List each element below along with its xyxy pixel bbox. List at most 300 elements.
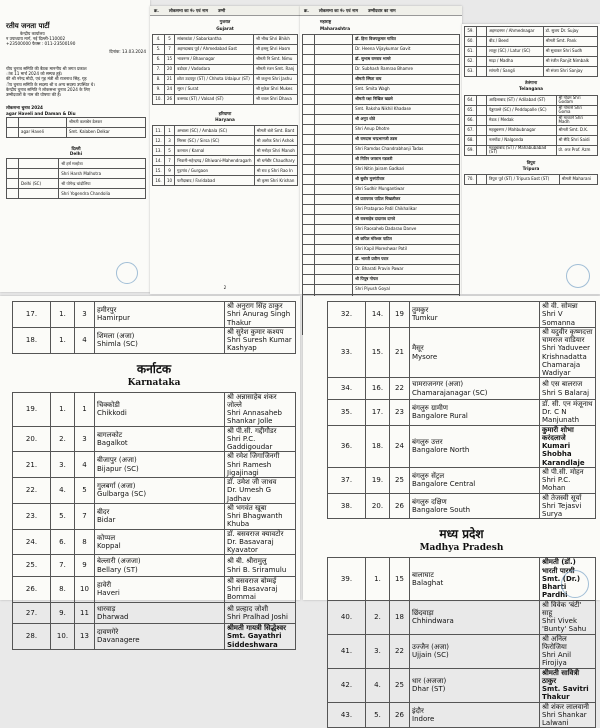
serial-number: 28. [13,624,51,650]
table-row [13,426,296,452]
state2-title-hi: त्रिपुरा [526,159,536,165]
constituency-cell [315,244,353,254]
constituency-number: 15 [390,558,410,600]
state-serial-number: 8. [51,576,75,602]
table-row [13,327,296,353]
serial-number: 24. [13,529,51,555]
constituency-cell [95,327,225,353]
serial-number: 20. [13,426,51,452]
candidate-cell: डॉ. भारती प्रवीण पवार [353,254,460,264]
serial-number: 7. [153,64,165,74]
table-row [303,244,460,254]
constituency-number: 11 [75,602,95,624]
constituency-en: Bellary (ST) [97,565,138,574]
candidate-table-dnhdd [6,117,146,138]
state-title-en: Delhi [69,151,83,156]
candidate-hi: श्रीमती गायत्री सिद्धेश्वर [227,624,286,632]
candidate-cell: श्री धर्मबीर Chaudhary [254,156,297,166]
constituency-cell [19,169,59,179]
constituency-cell [315,264,353,274]
state-serial-number: 1. [51,392,75,426]
constituency-cell [315,284,353,294]
letter-line: चीय चुनाव समिति की बैठक माननीय श्री जगत प्रकाश [6,65,87,71]
state-serial-number: 15. [366,327,390,378]
serial-number [7,169,19,179]
candidate-cell: श्री गोडम Shri Godam [556,95,597,105]
constituency-cell [410,668,540,702]
serial-number [7,159,19,169]
state-title-hi: गुजरात [219,19,231,25]
constituency-cell [315,34,353,44]
serial-number [303,74,315,84]
state-serial-number: 20. [366,493,390,519]
serial-number: 38. [328,493,366,519]
serial-number [303,164,315,174]
candidate-cell: Smt. Raksha Nikhil Khadase [353,104,460,114]
constituency-cell [315,64,353,74]
candidate-cell: श्री माधवने Shri Madh [556,115,597,125]
constituency-cell [315,164,353,174]
serial-number [303,284,315,294]
table-row [13,555,296,577]
constituency-cell [315,114,353,124]
candidate-table-telangana [464,95,598,156]
serial-number: 27. [13,602,51,624]
constituency-cell [315,104,353,114]
candidate-cell [225,302,296,328]
constituency-cell [315,134,353,144]
serial-number: 6. [153,54,165,64]
candidate-cell: श्री प्रतापराव पाटिल चिखलीकर [353,194,460,204]
constituency-en: Dharwad [97,612,129,621]
candidate-hi: श्री बी. श्रीरामुलु [227,557,267,566]
constituency-hi: गुलबर्गा (अजा) [97,482,136,491]
constituency-number [477,145,487,155]
candidate-cell: श्रीमती Smt. Pank [543,37,597,47]
candidate-en: Shri Shankar Lalwani [542,710,587,727]
table-row [328,467,596,493]
candidate-table-madhya-pradesh [327,557,596,728]
candidate-hi: श्री शंकर लालवानी [542,702,589,711]
candidate-cell: Shri Piyush Goyal [353,284,460,294]
table-row [303,114,460,124]
section-subtitle: agar Haveli and Daman & Diu [6,110,76,116]
constituency-number: 7 [165,156,175,166]
serial-number [303,254,315,264]
serial-number: 41. [328,634,366,668]
constituency-number: 1 [165,126,175,136]
constituency-number: 15 [165,54,175,64]
state-serial-number: 1. [366,558,390,600]
candidate-hi: श्री सुरेश कुमार कश्यप [227,327,284,336]
candidate-hi: श्री विवेक 'बंटी' साहू [542,600,582,617]
candidate-en: Shri Anil Firojiya [542,651,572,668]
office-phone: +23500000 फैक्स : 011-23500190 [6,41,76,47]
serial-number: 17. [13,302,51,328]
serial-number: 33. [328,327,366,378]
candidate-hi: श्री पी.सी. मोहन [542,467,584,476]
table-row [465,95,598,105]
letter-line: ांक 11 मार्च 2024 को सम्पन्न हुई। [6,71,63,76]
serial-number: 34. [328,378,366,400]
letter-line: उम्मीदवारों के नाम की घोषणा की है। [6,92,62,97]
table-row [303,264,460,274]
state-serial-number: 9. [51,602,75,624]
constituency-en: Bangalore Rural [412,412,468,421]
candidate-cell: श्री अनूप धोत्रे [353,114,460,124]
candidate-cell: श्री भीख Shri Bhikh [254,34,298,44]
constituency-hi: धारवाड़ [97,604,116,613]
table-row [328,425,596,467]
candidate-hi: श्री अनुराग सिंह ठाकुर [227,302,283,310]
serial-number: 9. [153,84,165,94]
candidate-cell: Smt. Smita Wagh [353,84,460,94]
constituency-cell [315,94,353,104]
candidate-cell: Shri Yogendra Chandolia [59,189,146,199]
table-row [7,117,146,127]
constituency-hi: छिंदवाड़ा [412,608,434,617]
candidate-cell: प्रो. अज Prof. Azm [556,145,597,155]
constituency-hi: धार (अजजा) [412,676,447,685]
serial-number: 15. [153,166,165,176]
constituency-cell: लातूर (SC) / Latur (SC) [487,47,544,57]
candidate-hi: श्री वी. सोमन्ना [542,302,578,310]
constituency-cell [410,327,540,378]
serial-number [303,44,315,54]
candidate-cell [225,452,296,478]
table-row [328,327,596,378]
table-row [465,145,598,155]
state-serial-number: 5. [366,702,390,728]
candidate-cell: श्री हर्ष मल्होत्रा [59,159,146,169]
state-serial-number: 4. [366,668,390,702]
candidate-cell [540,399,596,425]
constituency-cell: फरीदाबाद / Faridabad [175,176,255,186]
constituency-cell [95,478,225,504]
constituency-cell [410,702,540,728]
serial-number: 10. [153,94,165,104]
constituency-hi: बालाघाट [412,570,434,579]
constituency-cell [95,555,225,577]
serial-number: 35. [328,399,366,425]
candidate-hi: श्रीमती सावित्री ठाकुर [542,668,580,685]
state-title-en: Karnataka [127,377,181,388]
constituency-hi: बीदर [97,507,110,516]
serial-number [303,194,315,204]
constituency-cell [315,54,353,64]
office-address: न उपाध्याय मार्ग, नई दिल्ली-110002 [6,36,66,41]
candidate-table-karnataka [12,392,296,650]
candidate-cell [540,634,596,668]
constituency-hi: बीजापुर (अजा) [97,456,137,465]
constituency-cell: मेडक / Medak [487,115,557,125]
candidate-cell: श्री सैदि Shri Saidi [556,135,597,145]
state-serial-number: 2. [51,426,75,452]
candidate-table-delhi [6,158,146,199]
candidate-table-himachal [12,301,296,354]
state-serial-number: 17. [366,399,390,425]
candidate-cell: श्रीमती स्मिता वाघ [353,74,460,84]
table-row [13,602,296,624]
candidate-cell [540,600,596,634]
candidate-en: Shri P.C. Mohan [542,476,571,493]
serial-number: 66. [465,115,477,125]
table-row [465,115,598,125]
candidate-hi: श्री प्रल्हाद जोशी [227,604,269,613]
constituency-cell [315,74,353,84]
constituency-cell [95,426,225,452]
candidate-cell [540,327,596,378]
table-row [465,27,598,37]
constituency-number: 13 [75,624,95,650]
constituency-cell: त्रिपुरा पूर्व (ST) / Tripura East (ST) [487,175,560,185]
constituency-number: 1 [75,392,95,426]
serial-number: 23. [13,503,51,529]
candidate-cell: डॉ. हिना विजयकुमार गावित [353,34,460,44]
constituency-en: Chamarajanagar (SC) [412,388,488,397]
candidate-cell: श्री मनोहर Shri Manoh [254,146,297,156]
seal-stamp [566,264,590,288]
serial-number [303,84,315,94]
serial-number: 16. [153,176,165,186]
constituency-cell: अम्बाला (SC) / Ambala (SC) [175,126,255,136]
letter-line: की श्री नरेन्द्र मोदी, एवं गृह मंत्री श्री राजनाथ सिंह, गृह [6,76,87,82]
candidate-en: Dr. Umesh G Jadhav [227,486,272,503]
candidate-cell [225,503,296,529]
table-row [153,44,298,54]
table-row [303,74,460,84]
constituency-hi: बंगलुरु ग्रामीण [412,403,448,412]
serial-number: 63. [465,67,477,77]
serial-number [303,234,315,244]
candidate-hi: श्री एस बालराज [542,380,583,389]
serial-number [303,224,315,234]
constituency-number [477,135,487,145]
constituency-en: Bijapur (SC) [97,464,139,473]
serial-number [303,34,315,44]
serial-number: 25. [13,555,51,577]
constituency-cell [95,392,225,426]
constituency-cell: वडोदरा / Vadodara [175,64,254,74]
serial-number: 37. [328,467,366,493]
table-row [153,146,298,156]
table-row [328,634,596,668]
table-row [328,600,596,634]
constituency-en: Bangalore South [412,505,471,514]
candidate-cell: Shri Harsh Malhotra [59,169,146,179]
constituency-cell [19,159,59,169]
constituency-cell: गुड़गांव / Gurgaon [175,166,255,176]
table-row [303,54,460,64]
constituency-hi: चामराजनगर (अजा) [412,380,464,389]
serial-number: 36. [328,425,366,467]
serial-number: 61. [465,47,477,57]
candidate-cell: श्री धवल Shri Dhava [254,94,298,104]
table-row [13,478,296,504]
candidate-cell: श्री योगेन्द्र चांदोलिया [59,179,146,189]
table-row [303,224,460,234]
candidate-hi: श्री तेजस्वी सूर्या [542,493,582,502]
constituency-hi: मैसूर [412,344,424,353]
constituency-cell: सांगली / Sangli [487,67,544,77]
constituency-cell [315,234,353,244]
header-candidate: उम्मीदवार का नाम [368,8,396,13]
candidate-cell: श्री सुधीर मुनगंटीवार [353,174,460,184]
table-row [328,558,596,600]
serial-number: 43. [328,702,366,728]
candidate-cell: श्री कपिल मोरेश्वर पाटिल [353,234,460,244]
section-title: लोकसभा चुनाव 2024 [6,105,43,111]
serial-number [303,264,315,274]
state2-title-hi: हरियाणा [218,110,232,116]
state-serial-number: 16. [366,378,390,400]
constituency-cell: महबूबनगर / Mahbubnagar [487,125,557,135]
constituency-number: 3 [75,426,95,452]
candidate-en: Shri Vivek 'Bunty' Sahu [542,617,587,634]
candidate-cell: श्री हसमु Shri Hasm [254,44,298,54]
candidate-en: Shri Suresh Kumar Kashyap [227,336,292,353]
constituency-en: Indore [412,714,435,723]
document-page-1 [0,0,150,292]
constituency-cell [410,425,540,467]
candidate-cell [225,426,296,452]
table-row [328,702,596,728]
table-row [7,159,146,169]
table-row [328,493,596,519]
constituency-number: 4 [75,452,95,478]
serial-number: 42. [328,668,366,702]
table-row [465,47,598,57]
table-row [153,74,298,84]
candidate-cell: श्री मुकेश Shri Mukes [254,84,298,94]
state-title-en: Maharashtra [320,25,351,31]
constituency-cell: अहमदनगर / Ahmednagar [487,27,544,37]
table-row [328,302,596,328]
constituency-en: Mysore [412,352,438,361]
serial-number: 12. [153,136,165,146]
state-title-en: Madhya Pradesh [419,543,504,554]
serial-number [303,184,315,194]
constituency-hi: उज्जैन (अजा) [412,642,449,651]
table-row [328,668,596,702]
constituency-number: 10 [165,176,175,186]
table-row [13,503,296,529]
constituency-cell [315,274,353,284]
document-page-3 [300,6,462,294]
serial-number [7,179,19,189]
table-row [7,189,146,199]
table-row [303,134,460,144]
candidate-cell [540,493,596,519]
state-serial-number: 7. [51,555,75,577]
constituency-hi: इंदौर [412,706,424,715]
serial-number [303,214,315,224]
constituency-number [477,67,487,77]
table-row [153,176,298,186]
table-row [13,392,296,426]
table-row [303,94,460,104]
constituency-number: 9 [165,166,175,176]
state2-title-en: Haryana [215,117,235,122]
constituency-number: 7 [165,44,175,54]
state-title-hi: तेलंगाना [524,80,538,85]
table-row [13,576,296,602]
candidate-en: Shri Basavaraj Bommai [227,585,278,602]
candidate-cell: श्री पियूष गोयल [353,274,460,284]
office-name: केन्द्रीय कार्यालय [20,30,45,36]
candidate-cell: Smt. Kalaben Delkar [66,127,145,137]
constituency-cell: पेड्डापल्ले (SC) / Peddapalle (SC) [487,105,557,115]
constituency-cell [95,529,225,555]
state-title-hi: दिल्ली [71,145,81,151]
candidate-cell [225,478,296,504]
serial-number: 13. [153,146,165,156]
serial-number: 32. [328,302,366,328]
constituency-cell [19,117,67,127]
serial-number [303,144,315,154]
state-serial-number: 3. [366,634,390,668]
constituency-cell [410,493,540,519]
table-row [13,452,296,478]
state-title-hi: महाराष्ट्र [320,19,332,25]
serial-number: 19. [13,392,51,426]
constituency-number: 20 [165,64,175,74]
constituency-cell: करनाल / Karnal [175,146,255,156]
constituency-cell [410,399,540,425]
constituency-hi: कोप्पल [97,533,116,542]
header-sno: क्र. [304,8,309,13]
candidate-en: Shri Annasaheb Shankar Jolle [227,409,283,426]
constituency-cell: बीड / Beed [487,37,544,47]
constituency-cell: छोटा उदयपुर (ST) / Chhota Udaipur (ST) [175,74,254,84]
candidate-en: Shri Tejasvi Surya [542,501,582,518]
table-row [303,64,460,74]
serial-number: 14. [153,156,165,166]
constituency-cell [410,467,540,493]
constituency-hi: चिक्कोडी [97,400,120,409]
constituency-cell [95,452,225,478]
table-row [303,104,460,114]
candidate-en: Kumari Shobha Karandlaje [542,442,585,467]
candidate-cell: श्री संजय Shri Sanjay [543,67,597,77]
constituency-cell [315,174,353,184]
candidate-cell: Shri Anup Dhotre [353,124,460,134]
serial-number: 62. [465,57,477,67]
constituency-cell: सूरत / Surat [175,84,254,94]
candidate-cell [540,425,596,467]
candidate-en: Shri Anurag Singh Thakur [227,310,291,327]
table-row [303,174,460,184]
candidate-cell: Shri Nitin Jairam Gadkari [353,164,460,174]
serial-number: 68. [465,135,477,145]
candidate-cell: श्री नितिन जयराम गडकरी [353,154,460,164]
table-row [303,284,460,294]
candidate-table-gujarat [152,34,298,105]
constituency-number: 4 [75,327,95,353]
table-row [153,94,298,104]
state-serial-number: 1. [51,327,75,353]
constituency-en: Shimla (SC) [97,340,138,349]
document-page-6 [303,296,600,727]
constituency-cell: आदिलाबाद (ST) / Adilabad (ST) [487,95,557,105]
candidate-table-tripura [464,174,598,185]
candidate-en: Dr. Basavaraj Kyavator [227,537,274,554]
table-row [303,274,460,284]
serial-number [303,274,315,284]
constituency-en: Bangalore North [412,446,470,455]
state-serial-number: 14. [366,302,390,328]
candidate-table-haryana [152,125,298,186]
